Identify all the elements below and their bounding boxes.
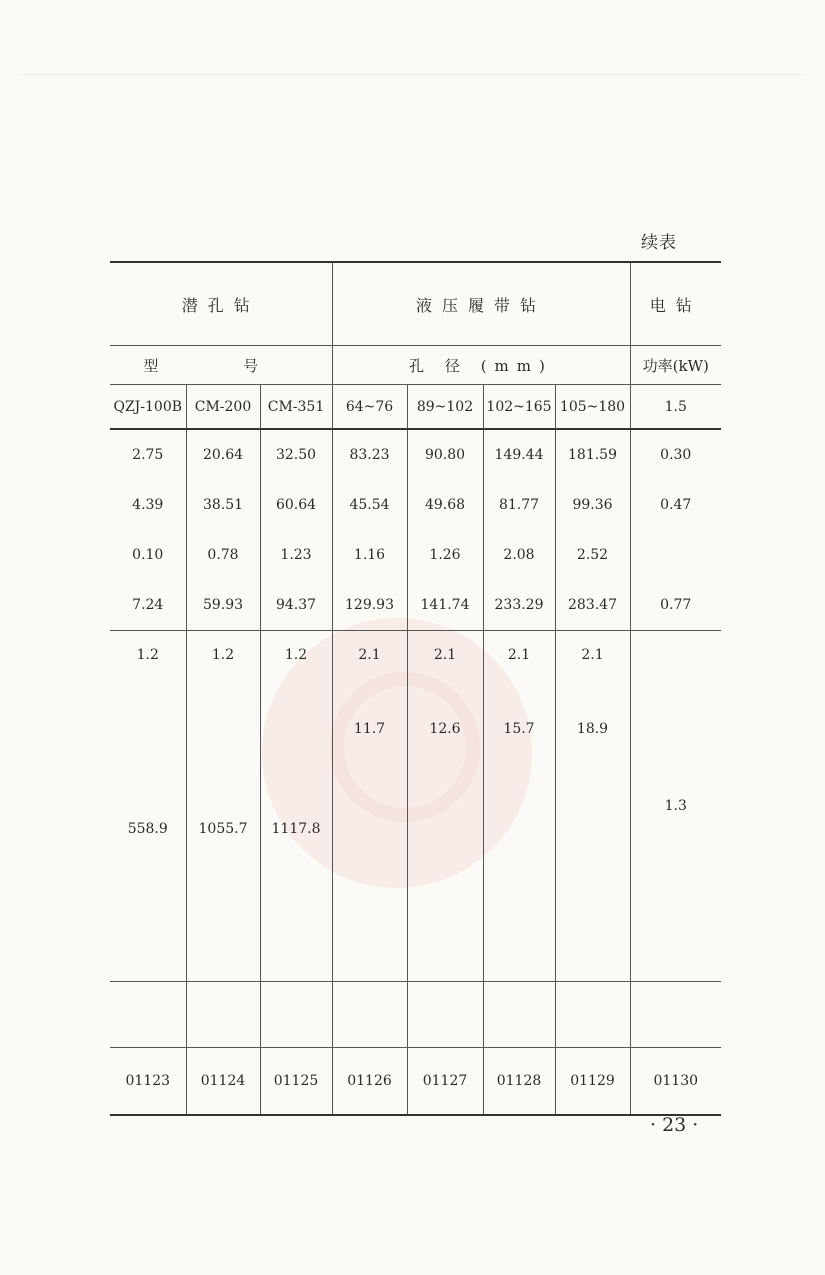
col-label: 1.5 — [630, 385, 721, 430]
data-cell: 0.30 0.47 0.77 — [630, 429, 721, 631]
page-top-rule — [20, 74, 805, 75]
header-dth-drill: 潜孔钻 — [110, 262, 332, 346]
header-row-columns — [110, 385, 721, 430]
data-cell: 20.64 38.51 0.78 59.93 — [186, 429, 260, 631]
data-cell: 32.50 60.64 1.23 94.37 — [260, 429, 332, 631]
code-cell: 01124 — [186, 1048, 260, 1116]
empty-cell — [260, 982, 332, 1048]
equipment-table — [110, 261, 721, 1116]
data-cell: 181.59 99.36 2.52 283.47 — [555, 429, 630, 631]
empty-cell — [110, 982, 186, 1048]
blank-row — [110, 982, 721, 1048]
data-group-b — [110, 631, 721, 982]
empty-cell — [186, 982, 260, 1048]
header-row-groups — [110, 262, 721, 346]
data-cell: 90.80 49.68 1.26 141.74 — [407, 429, 483, 631]
page-number: · 23 · — [650, 1114, 699, 1136]
code-cell: 01123 — [110, 1048, 186, 1116]
code-cell: 01127 — [407, 1048, 483, 1116]
header-electric-drill: 电钻 — [630, 262, 721, 346]
header-row-spec — [110, 346, 721, 385]
code-cell: 01130 — [630, 1048, 721, 1116]
data-cell: 2.1 18.9 — [555, 631, 630, 982]
header-model-label: 型 号 — [110, 346, 332, 385]
code-cell: 01126 — [332, 1048, 407, 1116]
code-cell: 01129 — [555, 1048, 630, 1116]
data-cell: 1.3 — [630, 631, 721, 982]
empty-cell — [483, 982, 555, 1048]
data-cell: 2.75 4.39 0.10 7.24 — [110, 429, 186, 631]
empty-cell — [630, 982, 721, 1048]
col-label: 89~102 — [407, 385, 483, 430]
data-cell: 83.23 45.54 1.16 129.93 — [332, 429, 407, 631]
col-label: CM-200 — [186, 385, 260, 430]
empty-cell — [332, 982, 407, 1048]
col-label: 105~180 — [555, 385, 630, 430]
empty-cell — [407, 982, 483, 1048]
continued-label: 续表 — [641, 233, 677, 253]
data-cell: 1.2 558.9 — [110, 631, 186, 982]
code-row — [110, 1048, 721, 1116]
data-group-a — [110, 429, 721, 631]
data-cell: 2.1 15.7 — [483, 631, 555, 982]
col-label: CM-351 — [260, 385, 332, 430]
data-cell: 149.44 81.77 2.08 233.29 — [483, 429, 555, 631]
col-label: QZJ-100B — [110, 385, 186, 430]
header-power-label: 功率(kW) — [630, 346, 721, 385]
code-cell: 01128 — [483, 1048, 555, 1116]
col-label: 102~165 — [483, 385, 555, 430]
code-cell: 01125 — [260, 1048, 332, 1116]
empty-cell — [555, 982, 630, 1048]
header-hole-diameter-label: 孔 径 (mm) — [332, 346, 630, 385]
header-hydraulic-crawler-drill: 液压履带钻 — [332, 262, 630, 346]
col-label: 64~76 — [332, 385, 407, 430]
data-cell: 2.1 11.7 — [332, 631, 407, 982]
data-cell: 1.2 1055.7 — [186, 631, 260, 982]
data-cell: 1.2 1117.8 — [260, 631, 332, 982]
data-cell: 2.1 12.6 — [407, 631, 483, 982]
